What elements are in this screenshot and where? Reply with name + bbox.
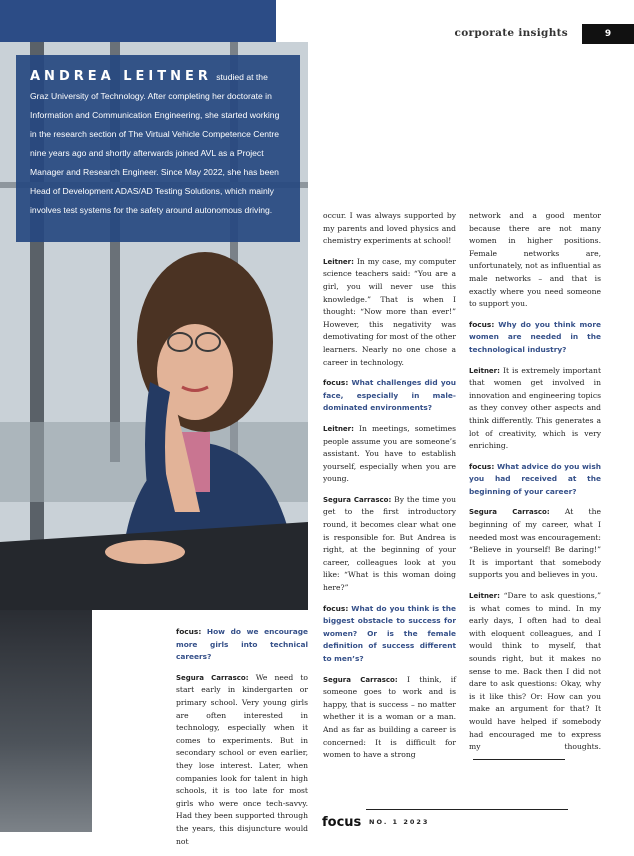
paragraph: network and a good mentor because there are not many women in higher positions. Female networks are, unfortunately, not as influential as male networks – and that is exactly where you need someone to support you. (469, 211, 601, 309)
answer: Segura Carrasco: We need to start early in kindergarten or primary school. Very young girls are often interested in technology, especially when it comes to experiments. But in secondary school or even earlier, they lose interest. Later, when companies look for talent in high schools, it is too late for most girls who were once tech-savvy. Had they been supported through the years, this disjuncture would not (176, 672, 309, 846)
bio-text: studied at the Graz University of Technology. After completing her doctorate in Information and Communication Engineering, she started working in the research section of The Virtual Vehicle Competence Centre nine years ago and shortly afterwards joined AVL as a Project Manager and Research Engineer. Since May 2022, she has been Head of Development ADAS/AD Testing Solutions, which mainly involves test systems for the safety around autonomous driving. (30, 72, 280, 215)
answer: Segura Carrasco: By the time you get to the first introductory round, it becomes clear what one is responsible for. But Andrea is right, at the beginning of your career, colleagues look at you like: “What is this woman doing here?” (323, 494, 456, 593)
footer-logo: focus (322, 815, 362, 830)
bio-name: ANDREA LEITNER (30, 69, 212, 84)
answer: Leitner: In my case, my computer science teachers said: “You are a girl, you will never use this knowledge.” That is when I thought: “Now more than ever!” However, this negativity was demotivating for most of the other learners. Nearly no one chose a career in technology. (323, 256, 456, 367)
section-label: corporate insights (454, 27, 568, 39)
question: focus: What advice do you wish you had received at the beginning of your career? (469, 461, 601, 496)
question: focus: How do we encourage more girls into technical careers? (176, 627, 308, 662)
answer: Leitner: “Dare to ask questions,” is what comes to mind. In my early days, I often had to deal with eloquent colleagues, and I would think to myself, that sounds right, but it makes no sense to me. Back then I did not dare to ask questions: Okay, why is it like this? Or: How can you make an argument for that? It would have helped if somebody had encouraged me to express my thoughts. (469, 590, 601, 766)
column-2 (323, 210, 456, 770)
footer-rule (366, 809, 568, 810)
page-number: 9 (582, 24, 634, 44)
answer: Leitner: It is extremely important that women get involved in innovation and engineering topics as they convey other aspects and think differently. This generates a lot of creativity, which is very enriching. (469, 365, 601, 451)
bio-box (16, 55, 300, 242)
paragraph: occur. I was always supported by my parents and loved physics and chemistry experiments at school! (323, 211, 456, 246)
answer: Leitner: In meetings, sometimes people assume you are someone’s assistant. You have to establish yourself, especially when you are young. (323, 423, 457, 484)
column-3 (469, 210, 601, 774)
end-rule (473, 759, 565, 760)
top-color-band (0, 0, 276, 42)
question: focus: What challenges did you face, especially in male-dominated environments? (323, 378, 456, 413)
question: focus: What do you think is the biggest obstacle to success for women? Or is the female definition of success different to men’s? (323, 603, 456, 663)
footer-issue: NO. 1 2023 (369, 818, 430, 826)
answer: Segura Carrasco: At the beginning of my career, what I needed most was encouragement: “Believe in yourself! Be daring!” It is important that somebody supports you and believes in you. (469, 507, 601, 580)
answer: Segura Carrasco: I think, if someone goes to work and is happy, that is success – no matter whether it is a woman or a man. And as far as building a career is concerned: It is difficult for women to have a strong (323, 674, 457, 760)
photo-lower-extension (0, 610, 92, 832)
column-1 (176, 626, 308, 856)
question: focus: Why do you think more women are needed in the technological industry? (469, 319, 601, 354)
